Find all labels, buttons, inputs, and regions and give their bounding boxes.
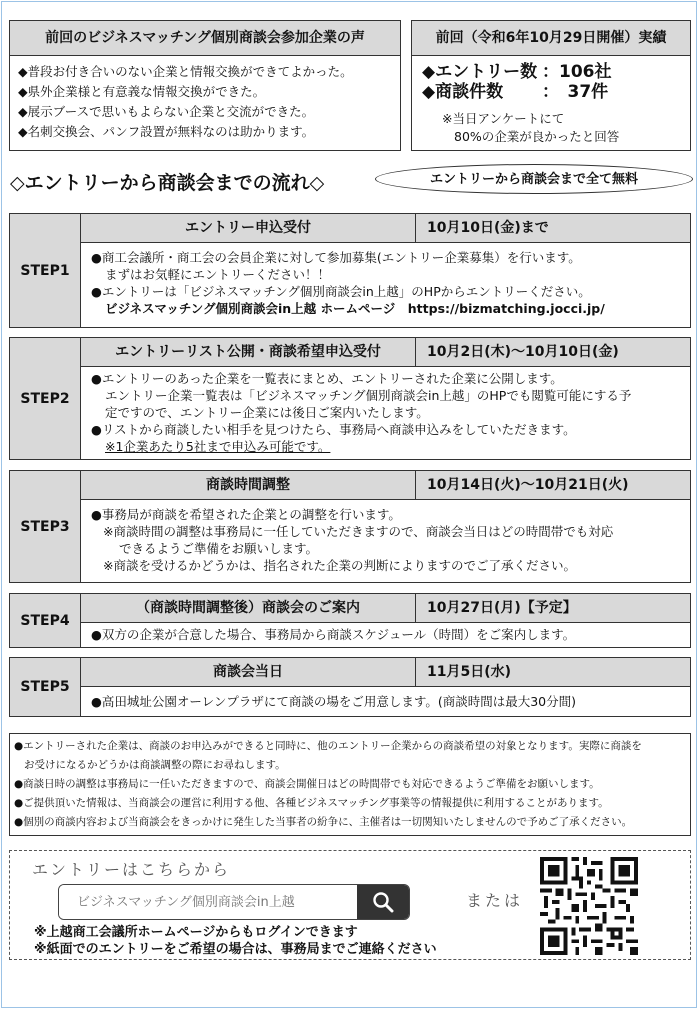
step-line: エントリー企業一覧表は「ビジネスマッチング個別商談会in上越」のHPでも閲覧可能にする予 (105, 388, 632, 403)
step-header (80, 657, 691, 687)
or-label: または (466, 891, 524, 910)
step-title: 商談時間調整 (81, 471, 416, 499)
step-title: エントリー申込受付 (81, 214, 416, 242)
notes-box (9, 733, 691, 836)
voice-item: ◆展示ブースで思いもよらない企業と交流ができた。 (18, 104, 315, 119)
step-title: エントリーリスト公開・商談希望申込受付 (81, 338, 416, 366)
step-label: STEP3 (9, 470, 81, 583)
entry-box (9, 850, 691, 960)
note-line: ●ご提供頂いた情報は、当商談会の運営に利用する他、各種ビジネスマッチング事業等の情報提供に利用することがあります。 (14, 797, 609, 809)
step-line: できるようご準備をお願いします。 (119, 541, 319, 556)
survey-note-2: 80%の企業が良かったと回答 (454, 129, 620, 144)
step-body (80, 622, 691, 648)
step-header (80, 470, 691, 500)
voice-item: ◆名刺交換会、パンフ設置が無料なのは助かります。 (18, 124, 315, 139)
step-5 (9, 657, 691, 717)
step-4 (9, 593, 691, 648)
step-line: ●エントリーのあった企業を一覧表にまとめ、エントリーされた企業に公開します。 (91, 371, 563, 386)
step-date: 10月10日(金)まで (427, 220, 549, 236)
step-body (80, 242, 691, 328)
step-2 (9, 337, 691, 460)
step-header (80, 213, 691, 243)
step-line: ※商談を受けるかどうかは、指名された企業の判断によりますのでご了承ください。 (103, 558, 576, 573)
step-label: STEP4 (9, 593, 81, 648)
step-header (80, 593, 691, 623)
step-body (80, 499, 691, 583)
step-3 (9, 470, 691, 583)
note-line: ●エントリーされた企業は、商談のお申込みができると同時に、他のエントリー企業からの商談希望の対象となります。実際に商談を (14, 740, 642, 752)
step-body (80, 686, 691, 717)
participant-voices-box (9, 20, 401, 151)
step-date: 10月14日(火)～10月21日(火) (427, 477, 629, 493)
step-line: ※1企業あたり5社まで申込み可能です。 (105, 439, 331, 454)
entry-note-2: ※紙面でのエントリーをご希望の場合は、事務局までご連絡ください (34, 942, 437, 957)
deals-value: ： 37件 (542, 82, 609, 102)
homepage-link[interactable]: ビジネスマッチング個別商談会in上越 ホームページ https://bizmatching.jocci.jp/ (105, 301, 605, 316)
step-line: ●エントリーは「ビジネスマッチング個別商談会in上越」のHPからエントリーください。 (91, 284, 591, 299)
results-title: 前回（令和6年10月29日開催）実績 (412, 21, 690, 56)
step-line: ●事務局が商談を希望された企業との調整を行います。 (91, 507, 401, 522)
entries-count (412, 62, 690, 82)
qr-code-icon[interactable] (540, 857, 638, 955)
step-date: 10月27日(月)【予定】 (427, 600, 577, 616)
step-body (80, 366, 691, 460)
voice-item: ◆普段お付き合いのない企業と情報交換ができてよかった。 (18, 64, 353, 79)
step-line: 定ですので、エントリー企業には後日ご案内いたします。 (105, 405, 429, 420)
step-date: 11月5日(水) (427, 664, 512, 680)
step-date: 10月2日(木)～10月10日(金) (427, 344, 619, 360)
search-icon (372, 891, 394, 913)
voice-item: ◆県外企業様と有意義な情報交換ができた。 (18, 84, 266, 99)
step-label: STEP2 (9, 337, 81, 460)
entry-note-1: ※上越商工会議所ホームページからもログインできます (34, 925, 358, 940)
previous-results-box (411, 20, 691, 151)
step-title: （商談時間調整後）商談会のご案内 (81, 594, 416, 622)
entry-title: エントリーはこちらから (32, 860, 231, 879)
search-box (58, 884, 410, 920)
entries-value: ：106社 (542, 62, 612, 82)
step-1 (9, 213, 691, 328)
voices-title: 前回のビジネスマッチング個別商談会参加企業の声 (10, 21, 400, 56)
step-line: ●双方の企業が合意した場合、事務局から商談スケジュール（時間）をご案内します。 (91, 627, 576, 642)
deals-count (412, 82, 690, 102)
deals-label: ◆商談件数 (422, 82, 504, 102)
step-label: STEP1 (9, 213, 81, 328)
entries-label: ◆エントリー数 (422, 62, 538, 82)
step-title: 商談会当日 (81, 658, 416, 686)
flow-title: ◇エントリーから商談会までの流れ◇ (10, 172, 325, 194)
survey-note-1: ※当日アンケートにて (442, 111, 565, 126)
free-badge: エントリーから商談会まで全て無料 (375, 164, 693, 194)
note-line: ●個別の商談内容および当商談会をきっかけに発生した当事者の紛争に、主催者は一切関知いたしませんので予めご了承ください。 (14, 816, 633, 828)
step-line: ●商工会議所・商工会の会員企業に対して参加募集(エントリー企業募集）を行います。 (91, 250, 581, 265)
step-label: STEP5 (9, 657, 81, 717)
voices-list (10, 56, 400, 142)
step-header (80, 337, 691, 367)
note-line: お受けになるかどうかは商談調整の際にお尋ねします。 (24, 759, 286, 771)
note-line: ●商談日時の調整は事務局に一任いただきますので、商談会開催日はどの時間帯でも対応できるようご準備をお願いします。 (14, 778, 600, 790)
search-input[interactable] (59, 885, 357, 919)
search-button[interactable] (357, 885, 409, 919)
step-line: まずはお気軽にエントリーください！！ (105, 267, 331, 282)
step-line: ※商談時間の調整は事務局に一任していただきますので、商談会当日はどの時間帯でも対応 (103, 524, 614, 539)
step-line: ●高田城址公園オーレンプラザにて商談の場をご用意します。(商談時間は最大30分間) (91, 694, 577, 709)
step-line: ●リストから商談したい相手を見つけたら、事務局へ商談申込みをしていただきます。 (91, 422, 576, 437)
